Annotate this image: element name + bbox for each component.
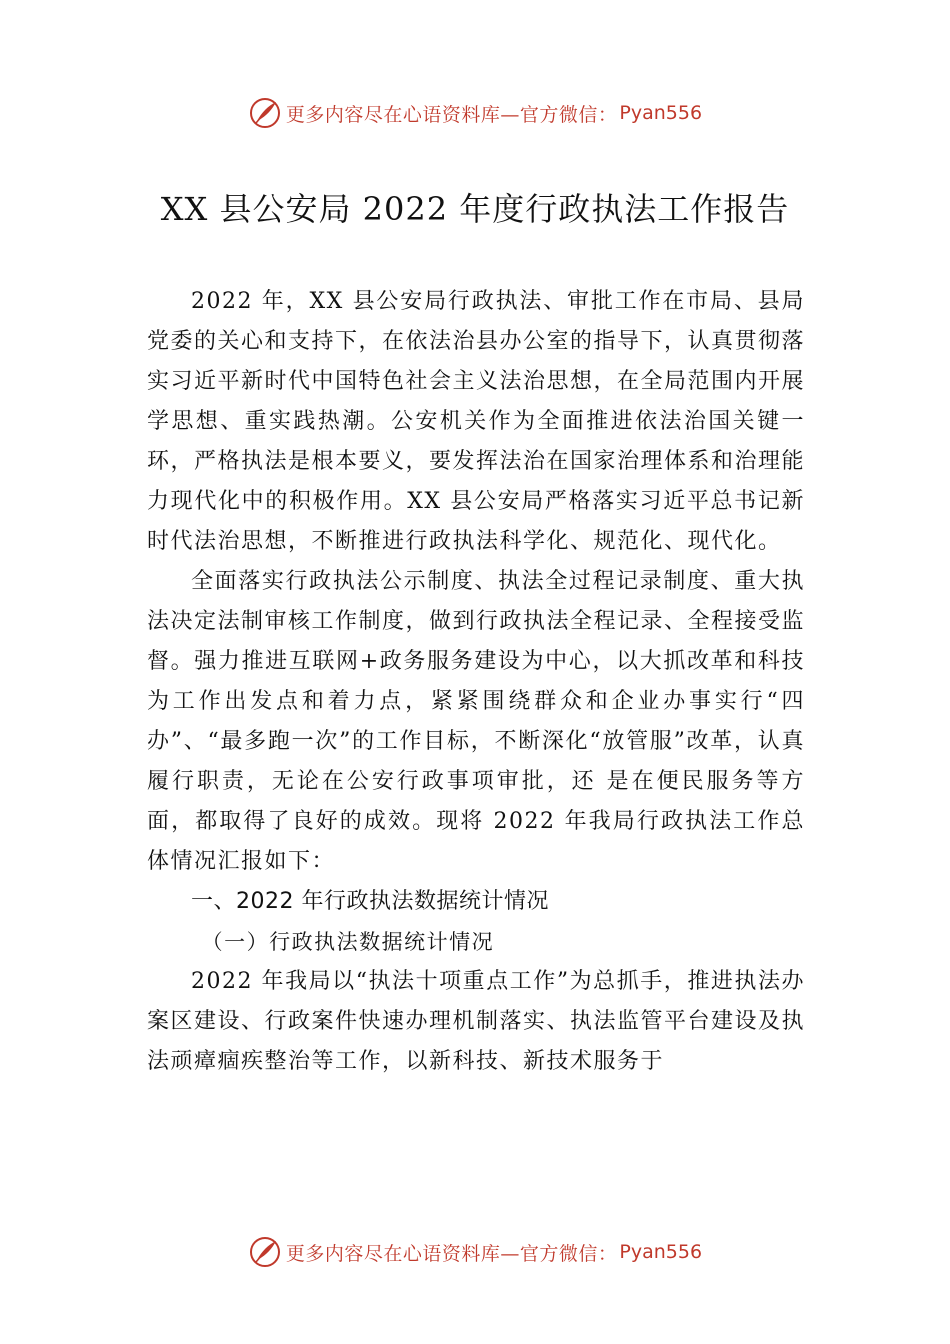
section-heading: 一、2022 年行政执法数据统计情况: [191, 889, 549, 914]
watermark-text: 更多内容尽在心语资料库—官方微信：: [285, 1242, 618, 1265]
feather-quill-logo-icon: [248, 96, 282, 130]
header-watermark: [0, 93, 950, 133]
body-paragraph: 2022 年，XX 县公安局行政执法、审批工作在市局、县局党委的关心和支持下，在依法治县办公室的指导下，认真贯彻落实习近平新时代中国特色社会主义法治思想，在全局范围内开展学思想、重实践热潮。公安机关作为全面推进依法治国关键一环，严格执法是根本要义，要发挥法治在国家治理体系和治理能力现代化中的积极作用。XX 县公安局严格落实习近平总书记新时代法治思想，不断推进行政执法科学化、规范化、现代化。: [147, 289, 806, 554]
footer-watermark: [0, 1232, 950, 1272]
watermark-wechat-id: Pyan556: [619, 102, 703, 124]
document-body: [147, 282, 805, 1082]
document-title: XX 县公安局 2022 年度行政执法工作报告: [160, 190, 790, 228]
body-paragraph: 全面落实行政执法公示制度、执法全过程记录制度、重大执法决定法制审核工作制度，做到行政执法全程记录、全程接受监督。强力推进互联网+政务服务建设为中心，以大抓改革和科技为工作出发点和着力点，紧紧围绕群众和企业办事实行“四办”、“最多跑一次”的工作目标，不断深化“放管服”改革，认真履行职责，无论在公安行政事项审批，还 是在便民服务等方面，都取得了良好的成效。现将 2022 年我局行政执法工作总体情况汇报如下：: [147, 569, 806, 874]
subsection-heading: （一）行政执法数据统计情况: [201, 930, 495, 954]
watermark-text: 更多内容尽在心语资料库—官方微信：: [285, 103, 618, 126]
watermark-wechat-id: Pyan556: [619, 1241, 703, 1263]
feather-quill-logo-icon: [248, 1235, 282, 1269]
body-paragraph: 2022 年我局以“执法十项重点工作”为总抓手，推进执法办案区建设、行政案件快速办理机制落实、执法监管平台建设及执法顽瘴痼疾整治等工作，以新科技、新技术服务于: [147, 969, 806, 1074]
